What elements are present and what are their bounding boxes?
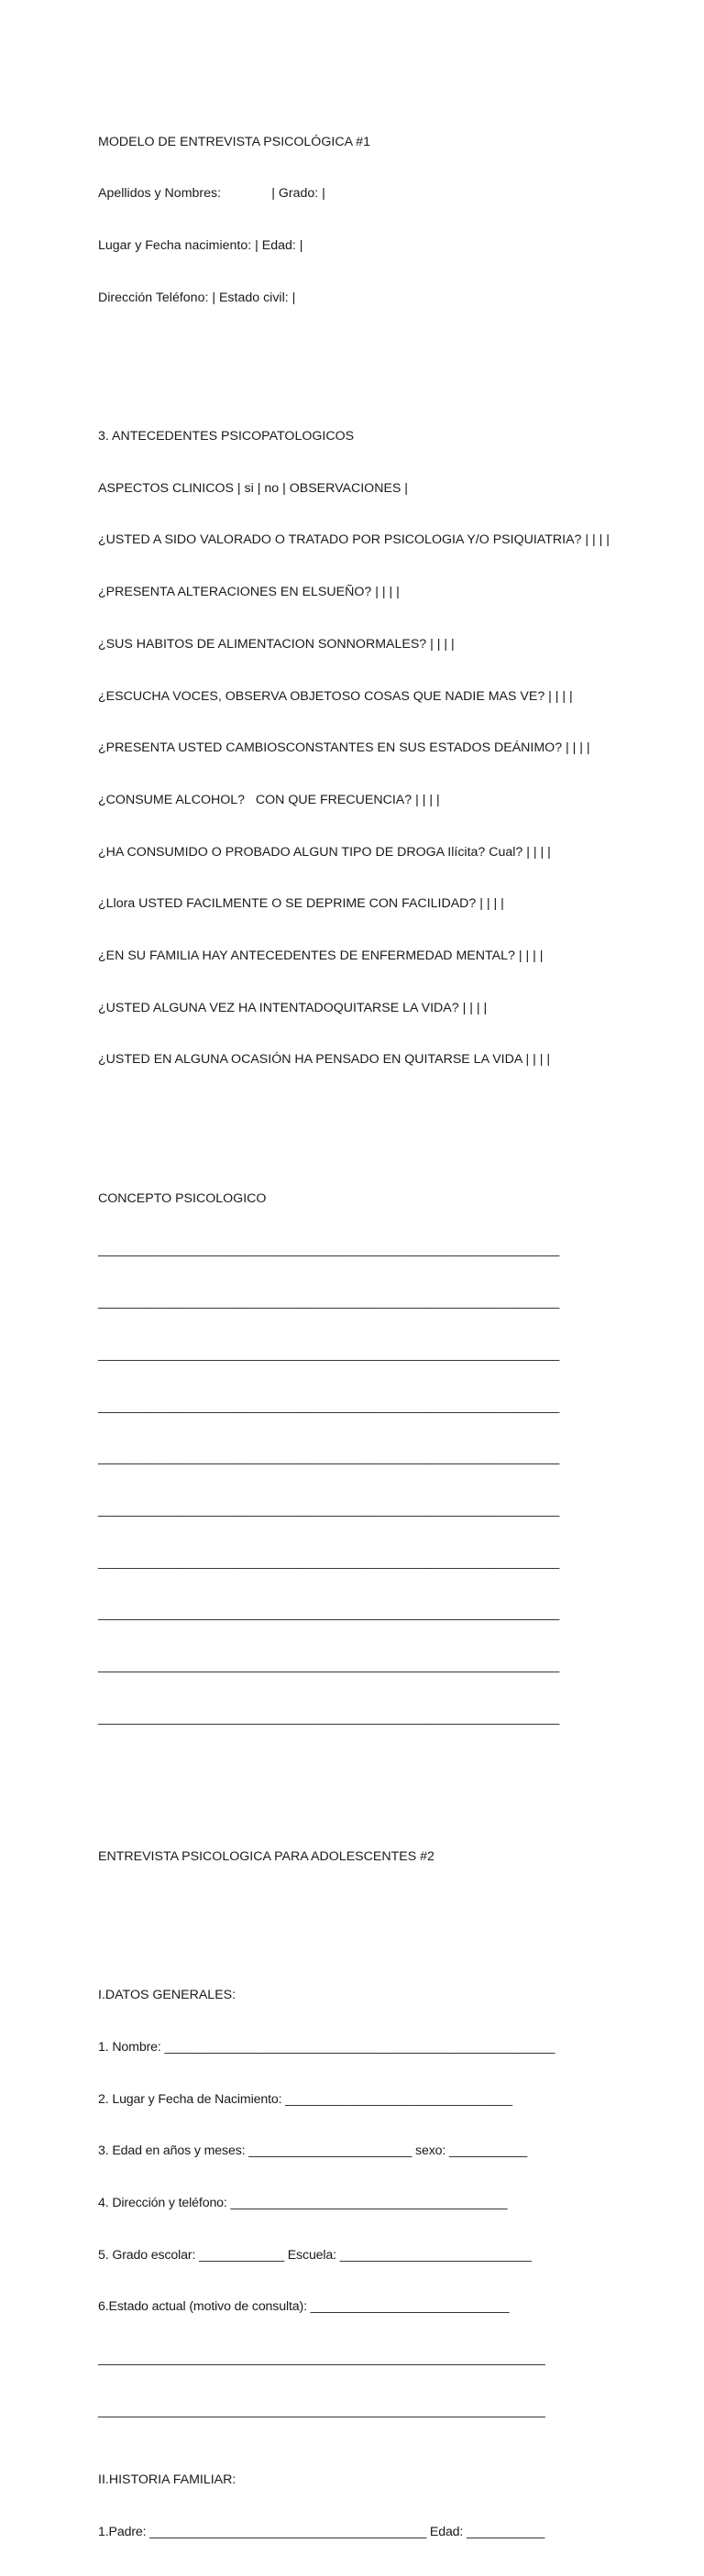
antecedentes-table-header: ASPECTOS CLINICOS | si | no | OBSERVACIONES |: [98, 480, 408, 496]
field-direccion-telefono: Dirección Teléfono: | Estado civil: |: [98, 290, 296, 305]
question-row: ¿ESCUCHA VOCES, OBSERVA OBJETOSO COSAS QUE NADIE MAS VE? | | | |: [98, 688, 573, 704]
question-row: ¿Llora USTED FACILMENTE O SE DEPRIME CON FACILIDAD? | | | |: [98, 896, 504, 912]
field-padre-edad: 1.Padre: _______________________________________ Edad: ___________: [98, 2525, 545, 2540]
blank-line: _________________________________________________________________: [98, 1554, 560, 1570]
blank-line: _________________________________________________________________: [98, 1295, 560, 1310]
document-page: [98, 82, 685, 2576]
question-row: ¿EN SU FAMILIA HAY ANTECEDENTES DE ENFERMEDAD MENTAL? | | | |: [98, 948, 544, 964]
model1-title: MODELO DE ENTREVISTA PSICOLÓGICA #1: [98, 134, 370, 149]
blank-line: _________________________________________________________________: [98, 1502, 560, 1518]
blank-line: _________________________________________________________________: [98, 1710, 560, 1726]
historia-familiar-heading: II.HISTORIA FAMILIAR:: [98, 2472, 236, 2488]
antecedentes-heading: 3. ANTECEDENTES PSICOPATOLOGICOS: [98, 429, 355, 444]
question-row: ¿USTED A SIDO VALORADO O TRATADO POR PSICOLOGIA Y/O PSIQUIATRIA? | | | |: [98, 532, 610, 548]
spacer: [98, 1918, 685, 1935]
field-motivo-consulta: 6.Estado actual (motivo de consulta): ____________________________: [98, 2299, 510, 2315]
blank-line: _________________________________________________________________: [98, 1606, 560, 1622]
field-grado-escuela: 5. Grado escolar: ____________ Escuela: ___________________________: [98, 2247, 532, 2263]
blank-line: _________________________________________________________________: [98, 1659, 560, 1674]
blank-line: _______________________________________________________________: [98, 2403, 545, 2418]
blank-line: _________________________________________________________________: [98, 1243, 560, 1258]
blank-line: _________________________________________________________________: [98, 1346, 560, 1362]
field-lugar-fecha-nacimiento: Lugar y Fecha nacimiento: | Edad: |: [98, 238, 303, 254]
model2-title: ENTREVISTA PSICOLOGICA PARA ADOLESCENTES #2: [98, 1848, 434, 1864]
question-row: ¿SUS HABITOS DE ALIMENTACION SONNORMALES? | | | |: [98, 636, 455, 652]
field-edad-sexo: 3. Edad en años y meses: _______________________ sexo: ___________: [98, 2143, 528, 2159]
datos-generales-heading: I.DATOS GENERALES:: [98, 1988, 236, 2003]
question-row: ¿PRESENTA USTED CAMBIOSCONSTANTES EN SUS ESTADOS DEÁNIMO? | | | |: [98, 740, 590, 756]
question-row: ¿CONSUME ALCOHOL? CON QUE FRECUENCIA? | | | |: [98, 792, 440, 807]
field-nombre: 1. Nombre: _______________________________________________________: [98, 2039, 556, 2055]
field-lugar-fecha-nacimiento-2: 2. Lugar y Fecha de Nacimiento: ________________________________: [98, 2091, 512, 2107]
field-direccion-telefono-2: 4. Dirección y teléfono: _______________________________________: [98, 2195, 508, 2210]
concepto-heading: CONCEPTO PSICOLOGICO: [98, 1190, 267, 1206]
spacer: [98, 1121, 685, 1138]
field-apellidos-nombres: Apellidos y Nombres: | Grado: |: [98, 186, 325, 202]
blank-line: _________________________________________________________________: [98, 1398, 560, 1414]
question-row: ¿PRESENTA ALTERACIONES EN ELSUEÑO? | | | |: [98, 585, 400, 600]
spacer: [98, 1779, 685, 1796]
blank-line: _________________________________________________________________: [98, 1451, 560, 1466]
question-row: ¿HA CONSUMIDO O PROBADO ALGUN TIPO DE DROGA Ilícita? Cual? | | | |: [98, 844, 551, 860]
spacer: [98, 358, 685, 376]
question-row: ¿USTED EN ALGUNA OCASIÓN HA PENSADO EN QUITARSE LA VIDA | | | |: [98, 1052, 551, 1068]
question-row: ¿USTED ALGUNA VEZ HA INTENTADOQUITARSE LA VIDA? | | | |: [98, 1000, 488, 1015]
blank-line: _______________________________________________________________: [98, 2351, 545, 2367]
